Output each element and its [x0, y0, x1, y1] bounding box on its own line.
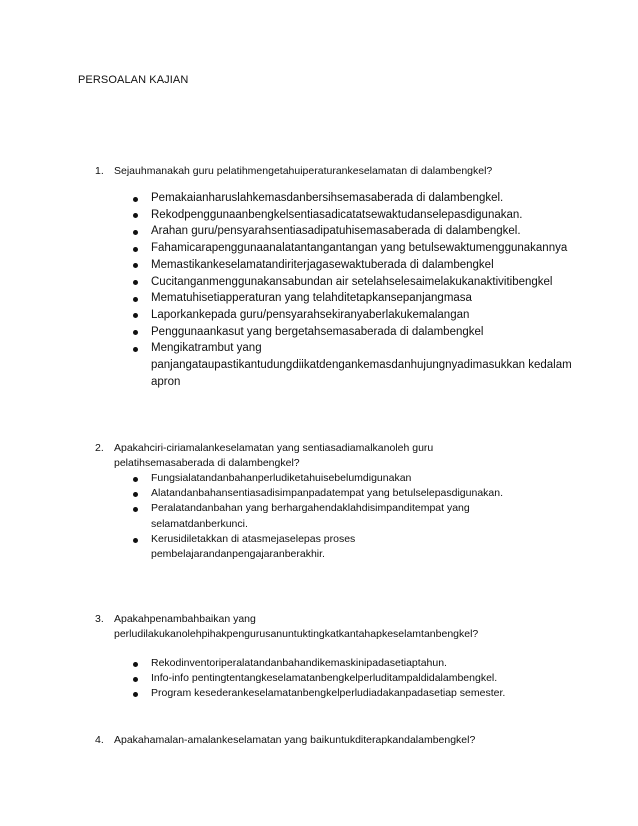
list-item: Rekodpenggunaanbengkelsentiasadicatatsewaktudanselepasdigunakan. — [133, 207, 573, 224]
bullet-icon — [133, 692, 138, 697]
list-item: Pemakaianharuslahkemasdanbersihsemasaberada di dalambengkel. — [133, 190, 573, 207]
bullet-icon — [133, 677, 138, 682]
question-2-bullet-list — [133, 471, 573, 562]
question-number: 4. — [95, 734, 104, 746]
list-item: Arahan guru/pensyarahsentiasadipatuhisemasaberada di dalambengkel. — [133, 223, 573, 240]
question-text: Apakahpenambahbaikan yang perludilakukanolehpihakpengurusanuntuktingkatkantahapkeselamtanbengkel? — [114, 613, 479, 640]
list-item: Mematuhisetiapperaturan yang telahditetapkansepanjangmasa — [133, 290, 573, 307]
bullet-icon — [133, 347, 138, 352]
list-item: Penggunaankasut yang bergetahsemasaberada di dalambengkel — [133, 324, 573, 341]
question-text: Apakahciri-ciriamalankeselamatan yang sentiasadiamalkanoleh guru pelatihsemasaberada di dalambengkel? — [114, 442, 434, 469]
list-item: Program kesederankeselamatanbengkelperludiadakanpadasetiap semester. — [133, 686, 573, 701]
bullet-icon — [133, 330, 138, 335]
list-item: Peralatandanbahan yang berhargahendaklahdisimpanditempat yang selamatdanberkunci. — [133, 501, 521, 531]
question-number: 1. — [95, 165, 104, 177]
question-text: Sejauhmanakah guru pelatihmengetahuiperaturankeselamatan di dalambengkel? — [114, 165, 493, 177]
question-2 — [95, 441, 565, 471]
bullet-icon — [133, 313, 138, 318]
bullet-icon — [133, 507, 138, 512]
question-1-bullet-list — [133, 190, 573, 390]
bullet-icon — [133, 213, 138, 218]
bullet-icon — [133, 230, 138, 235]
list-item: Cucitanganmenggunakansabundan air setelahselesaimelakukanaktivitibengkel — [133, 274, 573, 291]
question-4 — [95, 733, 565, 748]
question-number: 2. — [95, 442, 104, 454]
bullet-icon — [133, 280, 138, 285]
bullet-icon — [133, 492, 138, 497]
question-text: Apakahamalan-amalankeselamatan yang baikuntukditerapkandalambengkel? — [114, 734, 476, 746]
question-3-bullet-list — [133, 656, 573, 702]
bullet-icon — [133, 477, 138, 482]
list-item: Info-info pentingtentangkeselamatanbengkelperluditampaldidalambengkel. — [133, 671, 573, 686]
bullet-icon — [133, 538, 138, 543]
list-item: Fahamicarapenggunaanalatantangantangan yang betulsewaktumenggunakannya — [133, 240, 573, 257]
question-1 — [95, 164, 565, 179]
list-item: Laporkankepada guru/pensyarahsekiranyaberlakukemalangan — [133, 307, 573, 324]
list-item: Memastikankeselamatandiriterjagasewaktuberada di dalambengkel — [133, 257, 573, 274]
list-item: Fungsialatandanbahanperludiketahuisebelumdigunakan — [133, 471, 573, 486]
bullet-icon — [133, 297, 138, 302]
bullet-icon — [133, 662, 138, 667]
bullet-icon — [133, 247, 138, 252]
question-number: 3. — [95, 613, 104, 625]
list-item: Alatandanbahansentiasadisimpanpadatempat yang betulselepasdigunakan. — [133, 486, 573, 501]
question-3 — [95, 612, 565, 642]
list-item: Kerusidiletakkan di atasmejaselepas proses pembelajarandanpengajaranberakhir. — [133, 532, 431, 562]
bullet-icon — [133, 197, 138, 202]
list-item: Rekodinventoriperalatandanbahandikemaskinipadasetiaptahun. — [133, 656, 573, 671]
list-item: Mengikatrambut yang panjangataupastikantudungdiikatdengankemasdanhujungnyadimasukkan kedalam apron — [133, 340, 573, 390]
bullet-icon — [133, 263, 138, 268]
document-title: PERSOALAN KAJIAN — [78, 74, 189, 86]
